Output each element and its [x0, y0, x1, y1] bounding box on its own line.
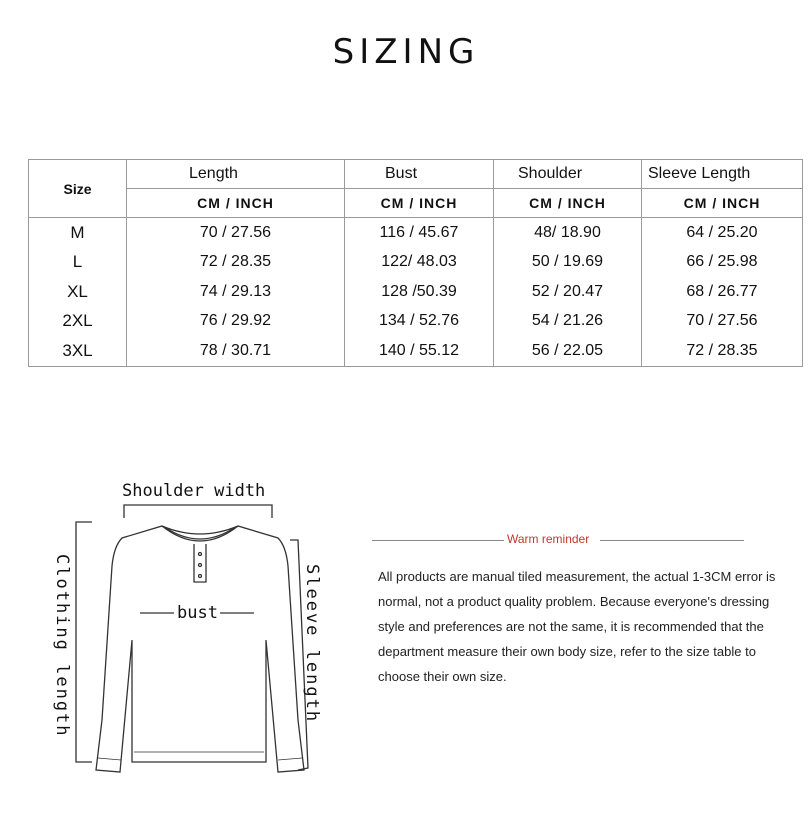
sleeve-cell: 70 / 27.56: [642, 307, 803, 337]
size-column-header: Size: [29, 160, 127, 218]
unit-label-length: CM / INCH: [127, 189, 345, 218]
bust-cell: 116 / 45.67: [345, 218, 494, 248]
bust-cell: 134 / 52.76: [345, 307, 494, 337]
table-row: [29, 277, 803, 307]
table-row: [29, 307, 803, 337]
column-header-bust: Bust: [345, 160, 494, 189]
table-row: [29, 218, 803, 248]
reminder-heading-row: [372, 530, 792, 550]
measurement-diagram: [40, 470, 340, 810]
table-row: [29, 248, 803, 278]
shoulder-width-label: Shoulder width: [122, 481, 266, 501]
sleeve-cell: 72 / 28.35: [642, 336, 803, 366]
length-cell: 78 / 30.71: [127, 336, 345, 366]
length-cell: 72 / 28.35: [127, 248, 345, 278]
shoulder-cell: 52 / 20.47: [494, 277, 642, 307]
shoulder-cell: 54 / 21.26: [494, 307, 642, 337]
length-cell: 74 / 29.13: [127, 277, 345, 307]
shoulder-cell: 56 / 22.05: [494, 336, 642, 366]
table-unit-row: [29, 189, 803, 218]
unit-label-bust: CM / INCH: [345, 189, 494, 218]
table-header-row: [29, 160, 803, 189]
column-header-length: Length: [127, 160, 345, 189]
unit-label-shoulder: CM / INCH: [494, 189, 642, 218]
reminder-heading: Warm reminder: [507, 532, 590, 546]
clothing-length-label: Clothing length: [52, 554, 72, 738]
column-header-sleeve-length: Sleeve Length: [642, 160, 803, 189]
page-title: SIZING: [332, 32, 480, 72]
sleeve-cell: 66 / 25.98: [642, 248, 803, 278]
size-cell: 2XL: [29, 307, 127, 337]
unit-label-sleeve: CM / INCH: [642, 189, 803, 218]
table-row: [29, 336, 803, 366]
shirt-outline-drawing: [40, 470, 340, 810]
shoulder-cell: 50 / 19.69: [494, 248, 642, 278]
sleeve-length-label: Sleeve length: [302, 564, 322, 724]
bust-cell: 128 /50.39: [345, 277, 494, 307]
divider: [600, 540, 744, 541]
size-chart-table: [28, 159, 803, 367]
warm-reminder-section: [372, 530, 792, 689]
length-cell: 70 / 27.56: [127, 218, 345, 248]
shoulder-cell: 48/ 18.90: [494, 218, 642, 248]
column-header-shoulder: Shoulder: [494, 160, 642, 189]
divider: [372, 540, 504, 541]
bust-label: bust: [177, 603, 218, 623]
reminder-text: All products are manual tiled measurement, the actual 1-3CM error is normal, not a product quality problem. Because everyone's dressing style and preferences are not the same, it is recommended that the department measure their own body size, refer to the size table to choose their own size.: [378, 569, 776, 684]
sleeve-cell: 64 / 25.20: [642, 218, 803, 248]
bust-cell: 140 / 55.12: [345, 336, 494, 366]
length-cell: 76 / 29.92: [127, 307, 345, 337]
size-cell: XL: [29, 277, 127, 307]
sleeve-cell: 68 / 26.77: [642, 277, 803, 307]
bust-cell: 122/ 48.03: [345, 248, 494, 278]
size-cell: 3XL: [29, 336, 127, 366]
size-cell: L: [29, 248, 127, 278]
size-cell: M: [29, 218, 127, 248]
